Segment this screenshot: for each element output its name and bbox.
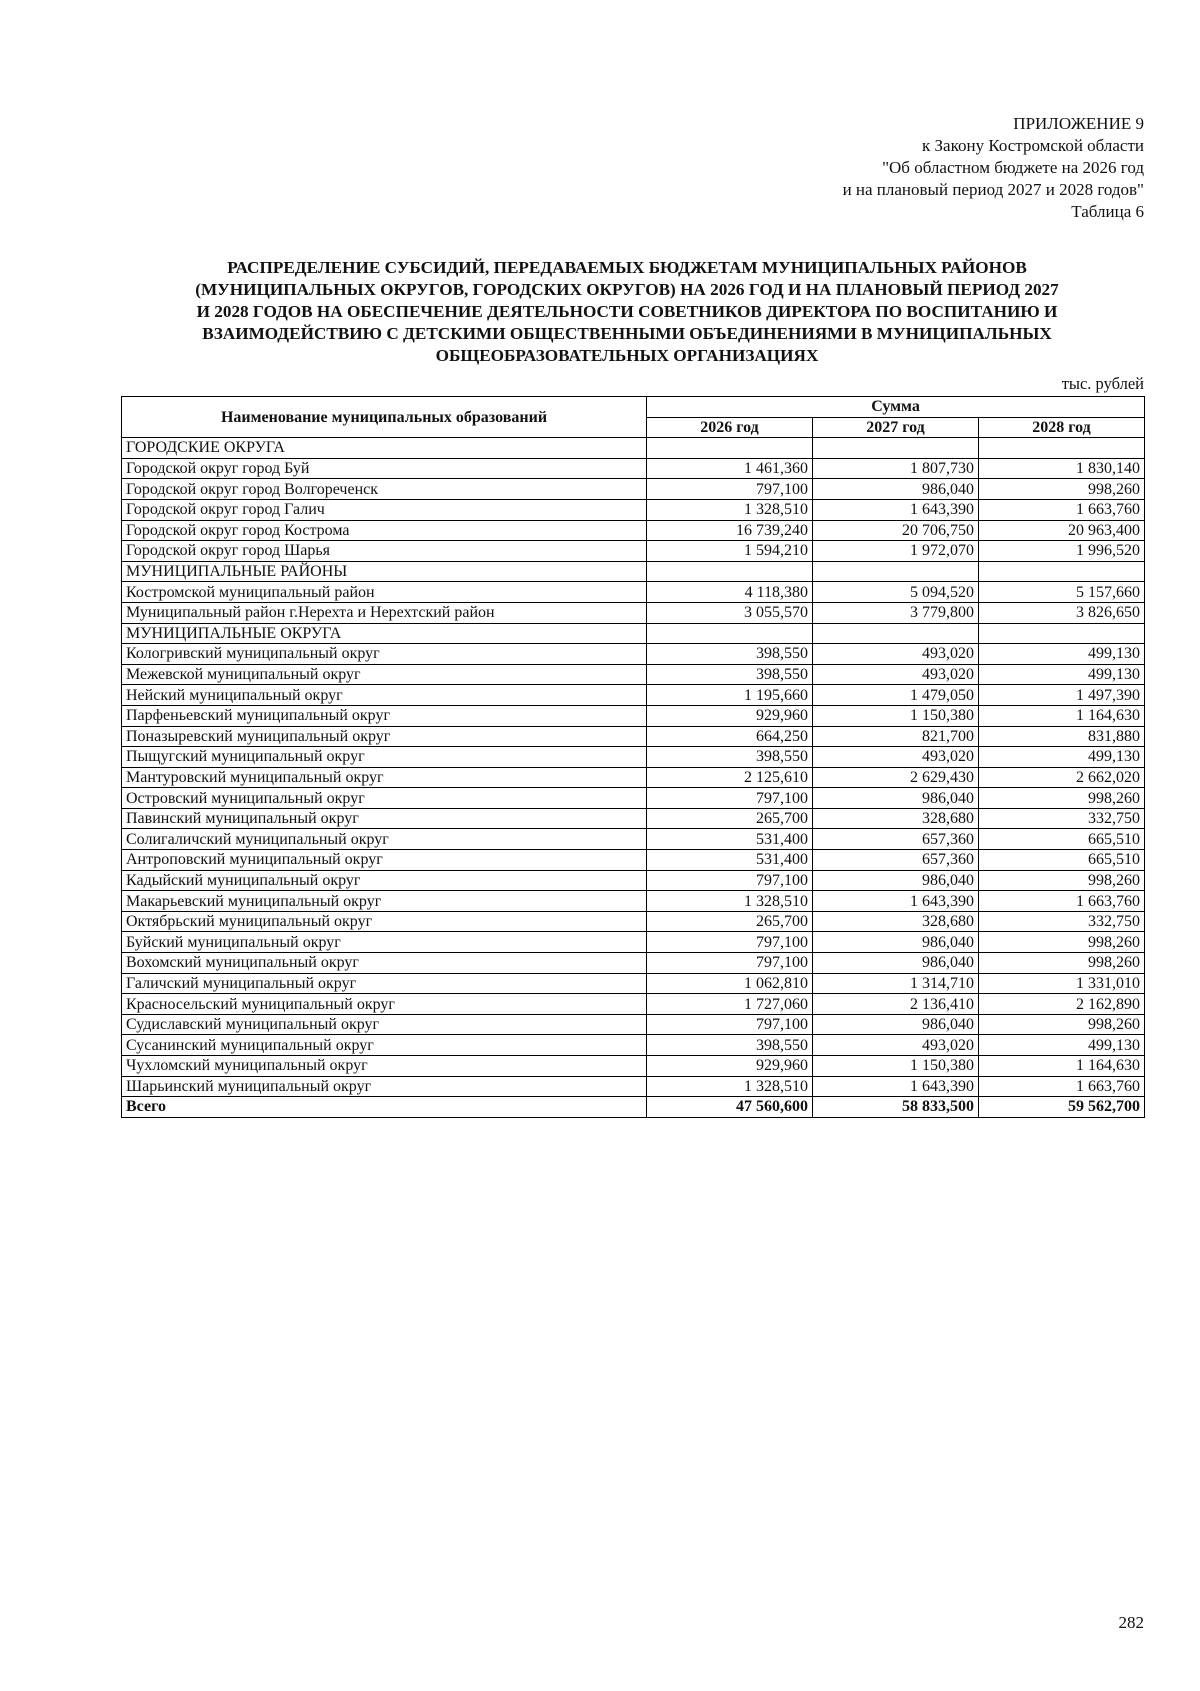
row-value-2026: 265,700 <box>647 911 813 932</box>
row-name: Межевской муниципальный округ <box>122 664 647 685</box>
table-row <box>122 705 1145 726</box>
units-label: тыс. рублей <box>1061 374 1144 393</box>
header-2028: 2028 год <box>979 417 1145 438</box>
row-value-2028: 998,260 <box>979 870 1145 891</box>
row-value-2026: 398,550 <box>647 1035 813 1056</box>
row-value-2028: 1 164,630 <box>979 705 1145 726</box>
row-value-2027: 493,020 <box>813 644 979 665</box>
row-name: Городской округ город Волгореченск <box>122 479 647 500</box>
table-body <box>122 438 1145 1097</box>
row-value-2026: 797,100 <box>647 788 813 809</box>
row-value-2026: 1 328,510 <box>647 891 813 912</box>
row-value-2028: 1 663,760 <box>979 499 1145 520</box>
table-row <box>122 1076 1145 1097</box>
table-row <box>122 932 1145 953</box>
row-name: Галичский муниципальный округ <box>122 973 647 994</box>
table-row <box>122 973 1145 994</box>
row-value-2028: 998,260 <box>979 953 1145 974</box>
row-value-2027: 986,040 <box>813 1014 979 1035</box>
table-row <box>122 685 1145 706</box>
row-name: Антроповский муниципальный округ <box>122 850 647 871</box>
row-name: Макарьевский муниципальный округ <box>122 891 647 912</box>
appendix-table-number: Таблица 6 <box>1071 202 1144 221</box>
row-name: Нейский муниципальный округ <box>122 685 647 706</box>
row-value-2026: 1 062,810 <box>647 973 813 994</box>
row-value-2027 <box>813 438 979 459</box>
table-row <box>122 891 1145 912</box>
row-value-2026: 929,960 <box>647 1056 813 1077</box>
row-value-2027: 986,040 <box>813 788 979 809</box>
row-value-2028 <box>979 438 1145 459</box>
row-name: Городской округ город Буй <box>122 458 647 479</box>
row-value-2027: 657,360 <box>813 829 979 850</box>
header-sum: Сумма <box>647 397 1145 418</box>
document-title-line: И 2028 ГОДОВ НА ОБЕСПЕЧЕНИЕ ДЕЯТЕЛЬНОСТИ СОВЕТНИКОВ ДИРЕКТОРА ПО ВОСПИТАНИЮ И <box>196 302 1058 321</box>
row-value-2028: 2 662,020 <box>979 767 1145 788</box>
table-row <box>122 767 1145 788</box>
page-number: 282 <box>1118 1613 1144 1632</box>
row-value-2028: 3 826,650 <box>979 602 1145 623</box>
row-name: Красносельский муниципальный округ <box>122 994 647 1015</box>
row-value-2028: 332,750 <box>979 808 1145 829</box>
row-value-2028: 665,510 <box>979 850 1145 871</box>
row-value-2026: 3 055,570 <box>647 602 813 623</box>
row-value-2027 <box>813 561 979 582</box>
table-row <box>122 994 1145 1015</box>
row-value-2027: 5 094,520 <box>813 582 979 603</box>
appendix-header <box>843 113 1144 223</box>
row-value-2027: 20 706,750 <box>813 520 979 541</box>
table-row <box>122 541 1145 562</box>
table-row <box>122 664 1145 685</box>
row-value-2028: 998,260 <box>979 932 1145 953</box>
row-name: Солигаличский муниципальный округ <box>122 829 647 850</box>
row-value-2026: 1 727,060 <box>647 994 813 1015</box>
row-value-2026 <box>647 438 813 459</box>
row-value-2027: 986,040 <box>813 870 979 891</box>
row-name: Октябрьский муниципальный округ <box>122 911 647 932</box>
row-value-2026: 16 739,240 <box>647 520 813 541</box>
total-label: Всего <box>122 1097 647 1118</box>
row-value-2026: 1 328,510 <box>647 1076 813 1097</box>
row-name: МУНИЦИПАЛЬНЫЕ ОКРУГА <box>122 623 647 644</box>
row-value-2027: 493,020 <box>813 664 979 685</box>
row-value-2026 <box>647 561 813 582</box>
row-value-2027: 986,040 <box>813 953 979 974</box>
row-name: Сусанинский муниципальный округ <box>122 1035 647 1056</box>
row-value-2026: 797,100 <box>647 932 813 953</box>
row-name: Судиславский муниципальный округ <box>122 1014 647 1035</box>
row-value-2028: 1 164,630 <box>979 1056 1145 1077</box>
subsidy-table <box>121 396 1145 1118</box>
row-value-2026 <box>647 623 813 644</box>
row-value-2027: 493,020 <box>813 747 979 768</box>
row-value-2028: 1 331,010 <box>979 973 1145 994</box>
document-title <box>120 257 1134 367</box>
row-value-2028: 2 162,890 <box>979 994 1145 1015</box>
appendix-number: ПРИЛОЖЕНИЕ 9 <box>1013 114 1144 133</box>
row-value-2028: 499,130 <box>979 644 1145 665</box>
row-value-2027: 986,040 <box>813 479 979 500</box>
table-row <box>122 499 1145 520</box>
row-value-2027: 1 807,730 <box>813 458 979 479</box>
document-title-line: РАСПРЕДЕЛЕНИЕ СУБСИДИЙ, ПЕРЕДАВАЕМЫХ БЮДЖЕТАМ МУНИЦИПАЛЬНЫХ РАЙОНОВ <box>227 258 1027 277</box>
row-value-2028: 1 663,760 <box>979 891 1145 912</box>
row-name: Городской округ город Шарья <box>122 541 647 562</box>
row-value-2027: 328,680 <box>813 911 979 932</box>
table-row <box>122 850 1145 871</box>
row-value-2027: 986,040 <box>813 932 979 953</box>
row-value-2027: 1 150,380 <box>813 1056 979 1077</box>
table-row <box>122 582 1145 603</box>
table-row <box>122 520 1145 541</box>
row-name: Островский муниципальный округ <box>122 788 647 809</box>
row-value-2028: 998,260 <box>979 788 1145 809</box>
row-name: МУНИЦИПАЛЬНЫЕ РАЙОНЫ <box>122 561 647 582</box>
table-row <box>122 788 1145 809</box>
row-value-2026: 265,700 <box>647 808 813 829</box>
table-row <box>122 911 1145 932</box>
header-2026: 2026 год <box>647 417 813 438</box>
row-value-2027: 1 314,710 <box>813 973 979 994</box>
row-name: Павинский муниципальный округ <box>122 808 647 829</box>
row-value-2028: 332,750 <box>979 911 1145 932</box>
row-value-2028 <box>979 561 1145 582</box>
table-row <box>122 1014 1145 1035</box>
row-value-2026: 797,100 <box>647 1014 813 1035</box>
row-value-2027: 657,360 <box>813 850 979 871</box>
row-value-2027: 1 479,050 <box>813 685 979 706</box>
table-row <box>122 623 1145 644</box>
appendix-law-ref: к Закону Костромской области <box>922 136 1144 155</box>
row-value-2026: 2 125,610 <box>647 767 813 788</box>
row-value-2027: 1 643,390 <box>813 891 979 912</box>
row-value-2028: 5 157,660 <box>979 582 1145 603</box>
appendix-law-title-2: и на плановый период 2027 и 2028 годов" <box>842 180 1144 199</box>
row-name: Вохомский муниципальный округ <box>122 953 647 974</box>
row-value-2026: 531,400 <box>647 850 813 871</box>
row-value-2028: 1 497,390 <box>979 685 1145 706</box>
row-value-2026: 1 594,210 <box>647 541 813 562</box>
row-value-2027: 1 643,390 <box>813 499 979 520</box>
row-name: Шарьинский муниципальный округ <box>122 1076 647 1097</box>
table-row <box>122 458 1145 479</box>
row-value-2028: 499,130 <box>979 747 1145 768</box>
appendix-law-title-1: "Об областном бюджете на 2026 год <box>882 158 1144 177</box>
total-2027: 58 833,500 <box>813 1097 979 1118</box>
row-value-2026: 1 461,360 <box>647 458 813 479</box>
row-name: Парфеньевский муниципальный округ <box>122 705 647 726</box>
row-value-2027: 1 150,380 <box>813 705 979 726</box>
row-value-2028: 665,510 <box>979 829 1145 850</box>
row-value-2027: 1 972,070 <box>813 541 979 562</box>
row-value-2026: 4 118,380 <box>647 582 813 603</box>
total-row <box>122 1097 1145 1118</box>
row-value-2028: 1 830,140 <box>979 458 1145 479</box>
row-name: Городской округ город Кострома <box>122 520 647 541</box>
document-title-line: (МУНИЦИПАЛЬНЫХ ОКРУГОВ, ГОРОДСКИХ ОКРУГОВ) НА 2026 ГОД И НА ПЛАНОВЫЙ ПЕРИОД 2027 <box>195 280 1059 299</box>
row-value-2026: 797,100 <box>647 870 813 891</box>
row-name: Городской округ город Галич <box>122 499 647 520</box>
row-value-2028: 499,130 <box>979 1035 1145 1056</box>
row-value-2028: 998,260 <box>979 1014 1145 1035</box>
row-value-2027: 821,700 <box>813 726 979 747</box>
row-value-2028 <box>979 623 1145 644</box>
row-value-2027: 328,680 <box>813 808 979 829</box>
row-value-2028: 831,880 <box>979 726 1145 747</box>
row-value-2027: 493,020 <box>813 1035 979 1056</box>
row-value-2026: 797,100 <box>647 479 813 500</box>
table-row <box>122 726 1145 747</box>
document-title-line: ОБЩЕОБРАЗОВАТЕЛЬНЫХ ОРГАНИЗАЦИЯХ <box>435 346 819 365</box>
table-row <box>122 1035 1145 1056</box>
row-name: ГОРОДСКИЕ ОКРУГА <box>122 438 647 459</box>
row-name: Кологривский муниципальный округ <box>122 644 647 665</box>
row-value-2026: 797,100 <box>647 953 813 974</box>
row-value-2026: 531,400 <box>647 829 813 850</box>
table-row <box>122 602 1145 623</box>
row-name: Муниципальный район г.Нерехта и Нерехтский район <box>122 602 647 623</box>
row-value-2027 <box>813 623 979 644</box>
row-value-2026: 398,550 <box>647 644 813 665</box>
document-title-line: ВЗАИМОДЕЙСТВИЮ С ДЕТСКИМИ ОБЩЕСТВЕННЫМИ ОБЪЕДИНЕНИЯМИ В МУНИЦИПАЛЬНЫХ <box>202 324 1052 343</box>
row-value-2027: 2 629,430 <box>813 767 979 788</box>
row-value-2027: 1 643,390 <box>813 1076 979 1097</box>
row-value-2028: 998,260 <box>979 479 1145 500</box>
table-row <box>122 561 1145 582</box>
row-name: Кадыйский муниципальный округ <box>122 870 647 891</box>
row-name: Пыщугский муниципальный округ <box>122 747 647 768</box>
table-row <box>122 438 1145 459</box>
row-name: Костромской муниципальный район <box>122 582 647 603</box>
row-value-2027: 2 136,410 <box>813 994 979 1015</box>
row-value-2027: 3 779,800 <box>813 602 979 623</box>
table-row <box>122 870 1145 891</box>
table-row <box>122 479 1145 500</box>
row-value-2026: 1 328,510 <box>647 499 813 520</box>
row-value-2026: 664,250 <box>647 726 813 747</box>
row-name: Буйский муниципальный округ <box>122 932 647 953</box>
table-row <box>122 829 1145 850</box>
table-row <box>122 953 1145 974</box>
row-value-2028: 20 963,400 <box>979 520 1145 541</box>
table-row <box>122 1056 1145 1077</box>
header-2027: 2027 год <box>813 417 979 438</box>
row-value-2026: 1 195,660 <box>647 685 813 706</box>
table-row <box>122 808 1145 829</box>
total-2028: 59 562,700 <box>979 1097 1145 1118</box>
row-value-2028: 499,130 <box>979 664 1145 685</box>
row-value-2028: 1 996,520 <box>979 541 1145 562</box>
row-value-2028: 1 663,760 <box>979 1076 1145 1097</box>
row-value-2026: 398,550 <box>647 664 813 685</box>
total-2026: 47 560,600 <box>647 1097 813 1118</box>
row-name: Поназыревский муниципальный округ <box>122 726 647 747</box>
table-row <box>122 747 1145 768</box>
row-value-2026: 398,550 <box>647 747 813 768</box>
table-row <box>122 644 1145 665</box>
row-name: Чухломский муниципальный округ <box>122 1056 647 1077</box>
row-value-2026: 929,960 <box>647 705 813 726</box>
row-name: Мантуровский муниципальный округ <box>122 767 647 788</box>
header-name: Наименование муниципальных образований <box>122 397 647 438</box>
